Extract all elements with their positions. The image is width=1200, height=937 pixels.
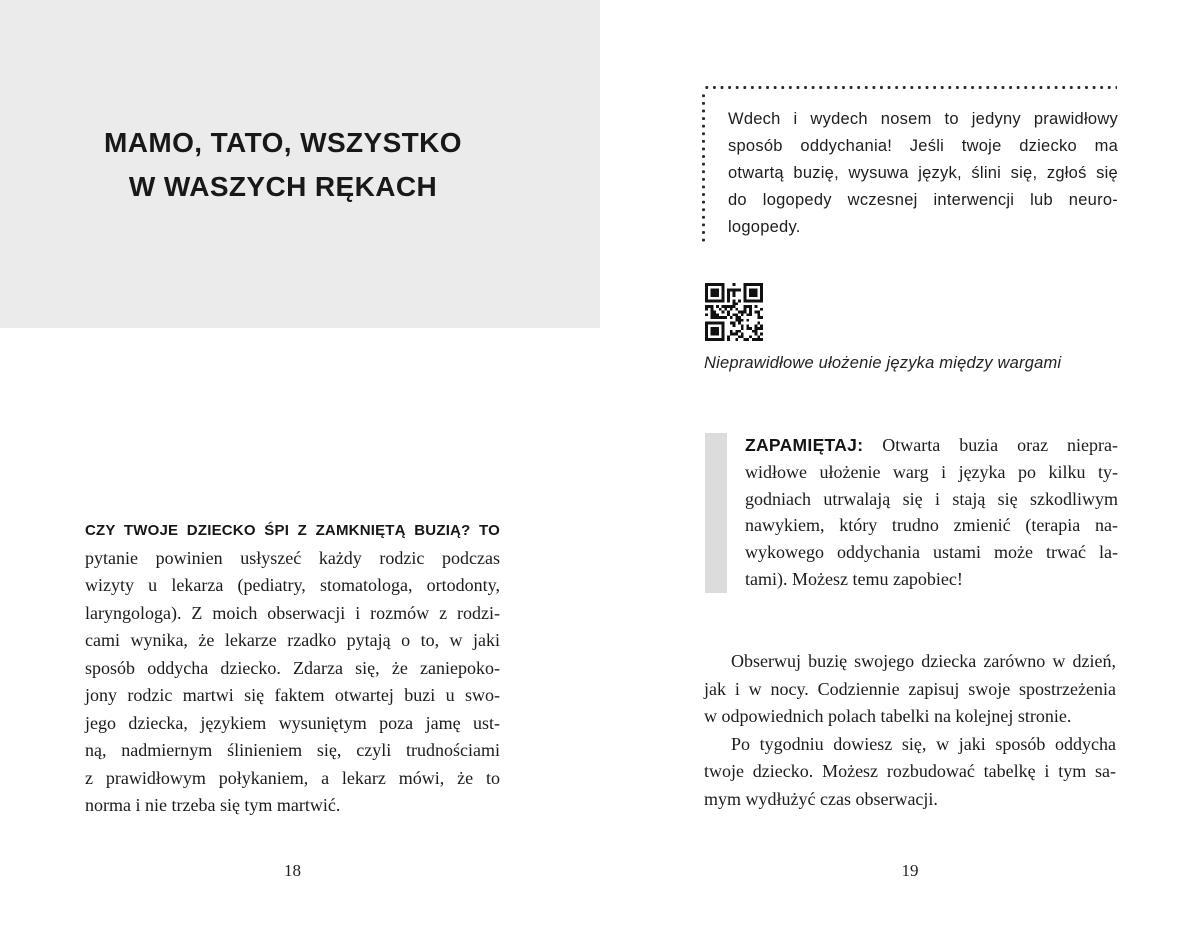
page-number-left: 18 <box>284 861 301 880</box>
body-line: laryngologa). Z moich obserwacji i rozmów z rodzi- <box>85 602 500 623</box>
paragraph-after-week <box>704 731 1116 814</box>
chapter-title-line-1: MAMO, TATO, WSZYSTKO <box>104 127 462 158</box>
right-page-body <box>704 648 1116 813</box>
body-line: jak i w nocy. Codziennie zapisuj swoje spostrzeżenia <box>704 678 1116 699</box>
body-line: Obserwuj buzię swojego dziecka zarówno w dzień, <box>731 651 1116 671</box>
lead-in-line: CZY TWOJE DZIECKO ŚPI Z ZAMKNIĘTĄ BUZIĄ? TO <box>85 522 500 539</box>
callout-dotted-border-top <box>703 84 1117 91</box>
body-line: mym wydłużyć czas obserwacji. <box>704 788 938 809</box>
body-line: twoje dziecko. Możesz rozbudować tabelkę i tym sa- <box>704 761 1116 781</box>
chapter-title-line-2: W WASZYCH RĘKACH <box>128 171 438 202</box>
left-body-lines <box>85 545 500 820</box>
paragraph-observe <box>704 648 1116 731</box>
remember-line: tami). Możesz temu zapobiec! <box>745 568 963 589</box>
body-line: pytanie powinien usłyszeć każdy rodzic podczas <box>85 547 500 568</box>
body-line: norma i nie trzeba się tym martwić. <box>85 795 341 815</box>
remember-accent-bar <box>705 433 727 593</box>
callout-line: do logopedy wczesnej interwencji lub neuro- <box>728 191 1118 209</box>
callout-dotted-border-left <box>700 92 707 242</box>
remember-label: ZAPAMIĘTAJ: <box>745 435 864 455</box>
qr-code-icon <box>705 283 763 341</box>
callout-box <box>728 106 1118 241</box>
left-page-body <box>85 517 500 820</box>
remember-first-line-text: Otwarta buzia oraz niepra- <box>863 435 1118 455</box>
body-line: cami wynika, że lekarze rzadko pytają o to, w jaki <box>85 630 500 650</box>
qr-caption: Nieprawidłowe ułożenie języka między wargami <box>704 354 1062 372</box>
body-line: jony rodzic martwi się faktem otwartej buzi u swo- <box>85 685 500 705</box>
page-number-right: 19 <box>901 861 919 880</box>
remember-first-line <box>745 432 1118 459</box>
callout-line: otwartą buzię, wysuwa język, ślini się, zgłoś się <box>728 164 1118 182</box>
remember-line: nawykiem, który trudno zmienić (terapia na- <box>745 515 1118 536</box>
remember-line: godniach utrwalają się i stają się szkodliwym <box>745 488 1118 509</box>
callout-line: Wdech i wydech nosem to jedyny prawidłowy <box>728 110 1118 128</box>
body-line: wizyty u lekarza (pediatry, stomatologa, ortodonty, <box>85 575 500 595</box>
callout-line: sposób oddychania! Jeśli twoje dziecko ma <box>728 137 1118 155</box>
body-line: ną, nadmiernym ślinieniem się, czyli trudnościami <box>85 740 500 760</box>
callout-line: logopedy. <box>728 218 801 236</box>
remember-box <box>745 432 1118 593</box>
remember-line: widłowe ułożenie warg i języka po kilku ty- <box>745 461 1118 482</box>
body-line: z prawidłowym połykaniem, a lekarz mówi, że to <box>85 767 500 788</box>
body-line: Po tygodniu dowiesz się, w jaki sposób oddycha <box>731 733 1116 754</box>
remember-line: wykowego oddychania ustami może trwać la- <box>745 542 1118 563</box>
chapter-title <box>0 121 566 209</box>
body-line: jego dziecka, językiem wysuniętym poza jamę ust- <box>85 712 500 733</box>
body-line: w odpowiednich polach tabelki na kolejnej stronie. <box>704 706 1072 726</box>
body-line: sposób oddycha dziecko. Zdarza się, że zaniepoko- <box>85 657 500 678</box>
